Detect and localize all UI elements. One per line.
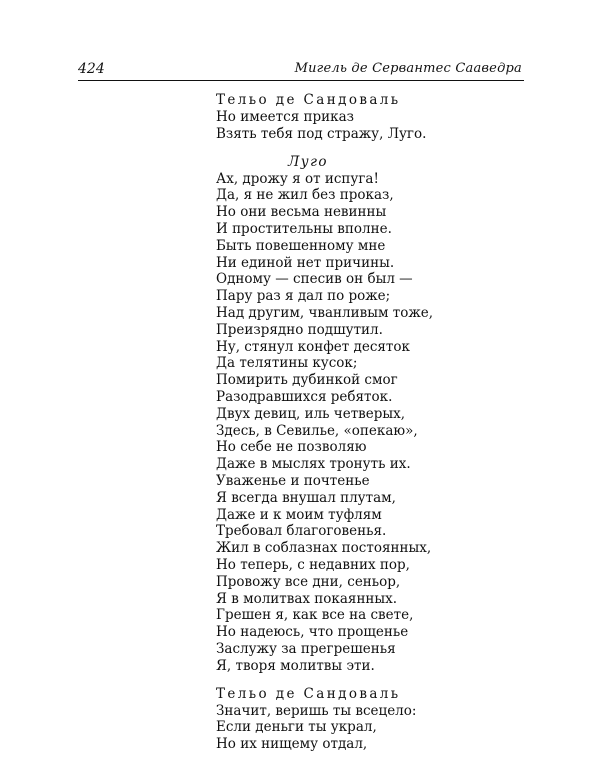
verse-line: Разодравшихся ребяток. [216, 388, 393, 405]
verse-line: Но их нищему отдал, [216, 736, 368, 753]
page-number: 424 [78, 61, 105, 77]
verse-line: Помирить дубинкой смог [216, 372, 398, 389]
running-head: Мигель де Сервантес Сааведра [294, 61, 522, 76]
verse-line: Если деньги ты украл, [216, 719, 377, 736]
verse-line: Я всегда внушал плутам, [216, 489, 396, 506]
verse-line: Но надеюсь, что прощенье [216, 624, 409, 641]
verse-line: Преизрядно подшутил. [216, 321, 383, 338]
play-text [216, 92, 516, 753]
verse-line: Но теперь, с недавних пор, [216, 556, 410, 573]
verse-line: Одному — спесив он был — [216, 271, 413, 288]
speech-block-tello-2 [216, 686, 516, 753]
verse-line: Да телятины кусок; [216, 355, 358, 372]
verse-line: Пару раз я дал по роже; [216, 288, 391, 305]
speech-block-lugo [216, 154, 516, 675]
verse-line: Да, я не жил без проказ, [216, 187, 394, 204]
header-rule [78, 80, 524, 81]
verse-line: Уваженье и почтенье [216, 472, 370, 489]
speech-block-tello-1 [216, 92, 516, 143]
verse-line: Быть повешенному мне [216, 237, 386, 254]
verse-line: Даже в мыслях тронуть их. [216, 456, 411, 473]
verse-line: Но они весьма невинны [216, 204, 387, 221]
verse-line: Я в молитвах покаянных. [216, 590, 398, 607]
verse-line: Жил в соблазнах постоянных, [216, 540, 432, 557]
verse-line: Над другим, чванливым тоже, [216, 304, 434, 321]
verse-line: И простительны вполне. [216, 220, 392, 237]
verse-line: Ах, дрожу я от испуга! [216, 170, 379, 187]
verse-line: Заслужу за прегрешенья [216, 640, 396, 657]
verse-line: Требовал благоговенья. [216, 523, 387, 540]
verse-line: Провожу все дни, сеньор, [216, 573, 401, 590]
verse-line: Но себе не позволяю [216, 439, 367, 456]
verse-line: Ни единой нет причины. [216, 254, 395, 271]
verse-line: Двух девиц, иль четверых, [216, 405, 406, 422]
verse-line: Грешен я, как все на свете, [216, 607, 414, 624]
verse-line: Но имеется приказ [216, 109, 354, 125]
verse-line: Даже и к моим туфлям [216, 506, 382, 523]
verse-line: Здесь, в Севилье, «опекаю», [216, 422, 418, 439]
verse-line: Я, творя молитвы эти. [216, 657, 375, 674]
page-header [78, 58, 524, 80]
verse-line: Значит, веришь ты всецело: [216, 702, 417, 719]
speaker-name: Тельо де Сандоваль [216, 685, 401, 702]
verse-line: Взять тебя под стражу, Луго. [216, 125, 427, 142]
speaker-name: Луго [288, 153, 329, 170]
speaker-name: Тельо де Сандоваль [216, 92, 401, 108]
verse-line: Ну, стянул конфет десяток [216, 338, 410, 355]
